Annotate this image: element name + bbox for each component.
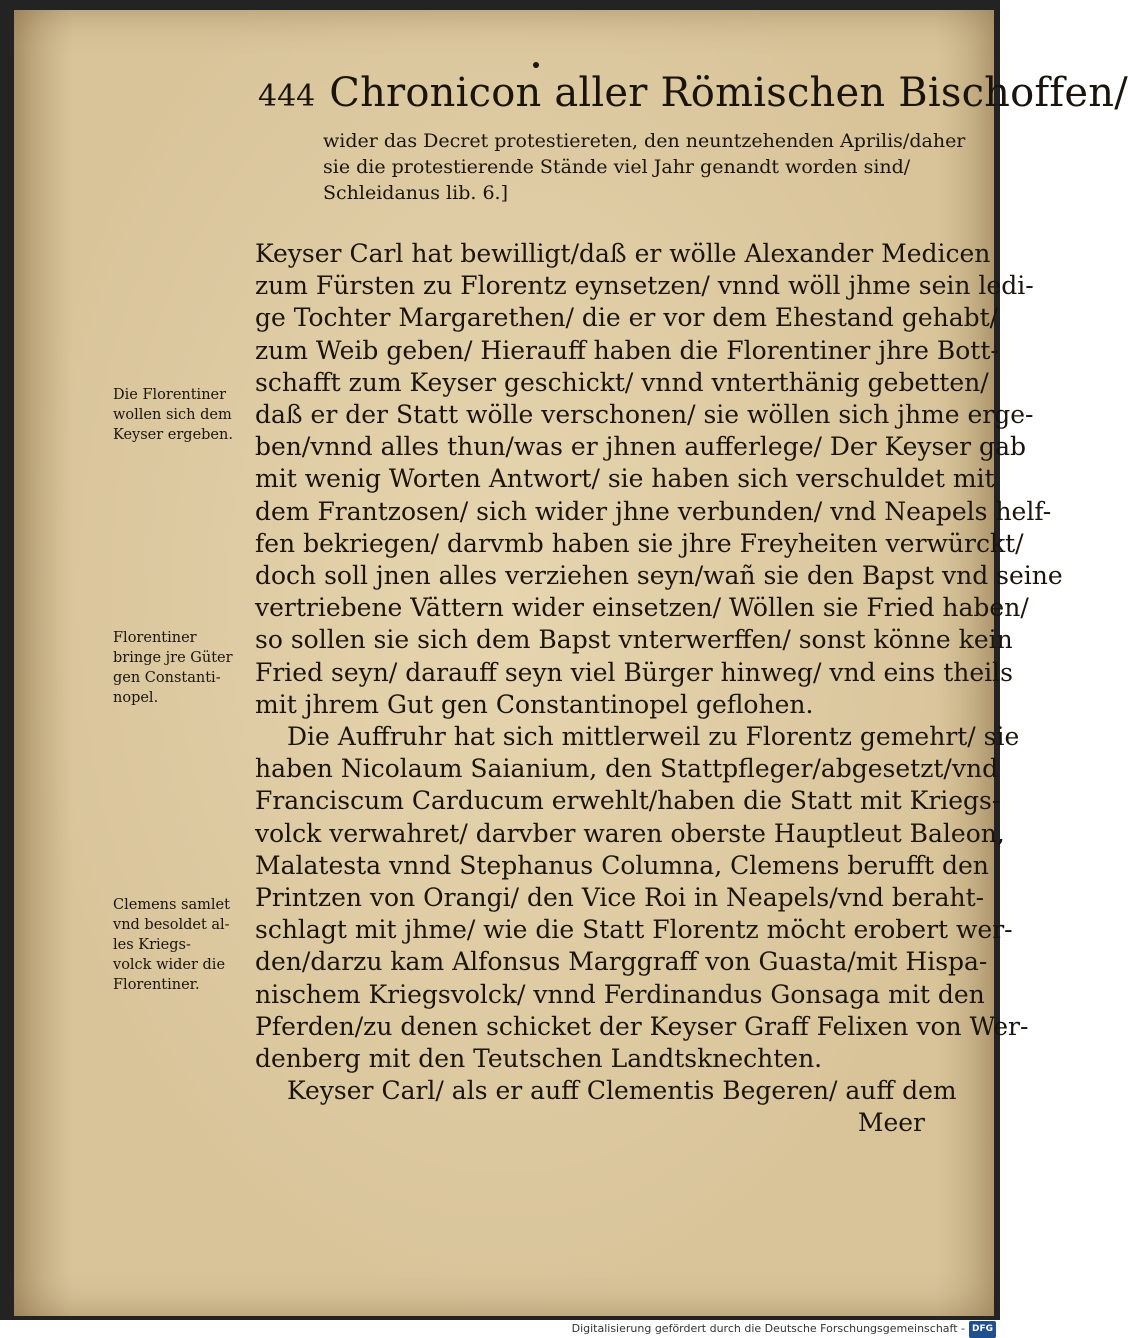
body-line: haben Nicolaum Saianium, den Stattpfleger/abgesetzt/vnd [255, 754, 999, 784]
margin-note-line: volck wider die [113, 957, 226, 973]
body-line: schafft zum Keyser geschickt/ vnnd vnterthänig gebetten/ [255, 367, 989, 397]
margin-note-line: Florentiner [113, 630, 197, 646]
margin-note-line: Die Florentiner [113, 387, 227, 403]
margin-note-line: wollen sich dem [113, 407, 232, 423]
body-text [255, 238, 1063, 1140]
margin-note-line: Clemens samlet [113, 897, 230, 913]
margin-note-line: les Kriegs- [113, 937, 191, 953]
footer-bar [0, 1320, 1000, 1337]
body-line: schlagt mit jhme/ wie die Statt Florentz möcht erobert wer- [255, 915, 1013, 945]
funding-notice: Digitalisierung gefördert durch die Deutsche Forschungsgemeinschaft - [571, 1322, 965, 1335]
page-header [258, 70, 1128, 130]
body-line: Malatesta vnnd Stephanus Columna, Clemens berufft den [255, 850, 989, 880]
margin-note-line: nopel. [113, 690, 159, 706]
body-line: doch soll jnen alles verziehen seyn/wañ sie den Bapst vnd seine [255, 561, 1063, 591]
body-line: Keyser Carl hat bewilligt/daß er wölle Alexander Medicen [255, 239, 991, 268]
margin-note [113, 628, 263, 708]
body-line: dem Frantzosen/ sich wider jhne verbunden/ vnd Neapels helf- [255, 496, 1052, 526]
dfg-logo: DFG [969, 1321, 996, 1338]
body-line: ben/vnnd alles thun/was er jhnen aufferlege/ Der Keyser gab [255, 432, 1026, 462]
top-note [323, 128, 966, 206]
body-line: Franciscum Carducum erwehlt/haben die Statt mit Kriegs- [255, 786, 1001, 816]
margin-note-line: Florentiner. [113, 977, 200, 993]
body-line: den/darzu kam Alfonsus Marggraff von Guasta/mit Hispa- [255, 947, 988, 977]
body-line: nischem Kriegsvolck/ vnnd Ferdinandus Gonsaga mit den [255, 979, 985, 1009]
body-line: Die Auffruhr hat sich mittlerweil zu Florentz gemehrt/ sie [287, 722, 1020, 752]
margin-note-line: bringe jre Güter [113, 650, 233, 666]
body-line: volck verwahret/ darvber waren oberste Hauptleut Baleon, [255, 818, 1005, 848]
top-note-line: sie die protestierende Stände viel Jahr genandt worden sind/ [323, 156, 911, 178]
body-line: denberg mit den Teutschen Landtsknechten. [255, 1044, 823, 1074]
top-note-line: wider das Decret protestiereten, den neuntzehenden Aprilis/daher [323, 130, 966, 152]
margin-note-line: Keyser ergeben. [113, 427, 233, 443]
body-line: Fried seyn/ darauff seyn viel Bürger hinweg/ vnd eins theils [255, 657, 1013, 687]
body-line: zum Weib geben/ Hierauff haben die Florentiner jhre Bott- [255, 335, 999, 365]
ink-dot [533, 62, 539, 68]
body-line: vertriebene Vättern wider einsetzen/ Wöllen sie Fried haben/ [255, 593, 1029, 623]
catchword: Meer [857, 1108, 925, 1138]
body-line: Keyser Carl/ als er auff Clementis Begeren/ auff dem [287, 1076, 957, 1106]
body-line: daß er der Statt wölle verschonen/ sie wöllen sich jhme erge- [255, 400, 1034, 430]
body-line: zum Fürsten zu Florentz eynsetzen/ vnnd wöll jhme sein ledi- [255, 271, 1034, 301]
body-line: mit wenig Worten Antwort/ sie haben sich verschuldet mit [255, 464, 995, 494]
body-line: so sollen sie sich dem Bapst vnterwerffen/ sonst könne kein [255, 625, 1013, 655]
margin-note [113, 385, 263, 445]
page-number: 444 [258, 79, 316, 114]
top-note-line: Schleidanus lib. 6.] [323, 182, 508, 204]
body-line: Pferden/zu denen schicket der Keyser Graff Felixen von Wer- [255, 1011, 1029, 1041]
running-title: Chronicon aller Römischen Bischoffen/ [329, 70, 1128, 116]
body-line: mit jhrem Gut gen Constantinopel geflohen. [255, 689, 814, 719]
body-line: fen bekriegen/ darvmb haben sie jhre Freyheiten verwürckt/ [255, 528, 1024, 558]
body-line: Printzen von Orangi/ den Vice Roi in Neapels/vnd beraht- [255, 883, 985, 913]
margin-note [113, 895, 263, 995]
margin-note-line: gen Constanti- [113, 670, 221, 686]
margin-note-line: vnd besoldet al- [113, 917, 230, 933]
body-line: ge Tochter Margarethen/ die er vor dem Ehestand gehabt/ [255, 303, 999, 333]
